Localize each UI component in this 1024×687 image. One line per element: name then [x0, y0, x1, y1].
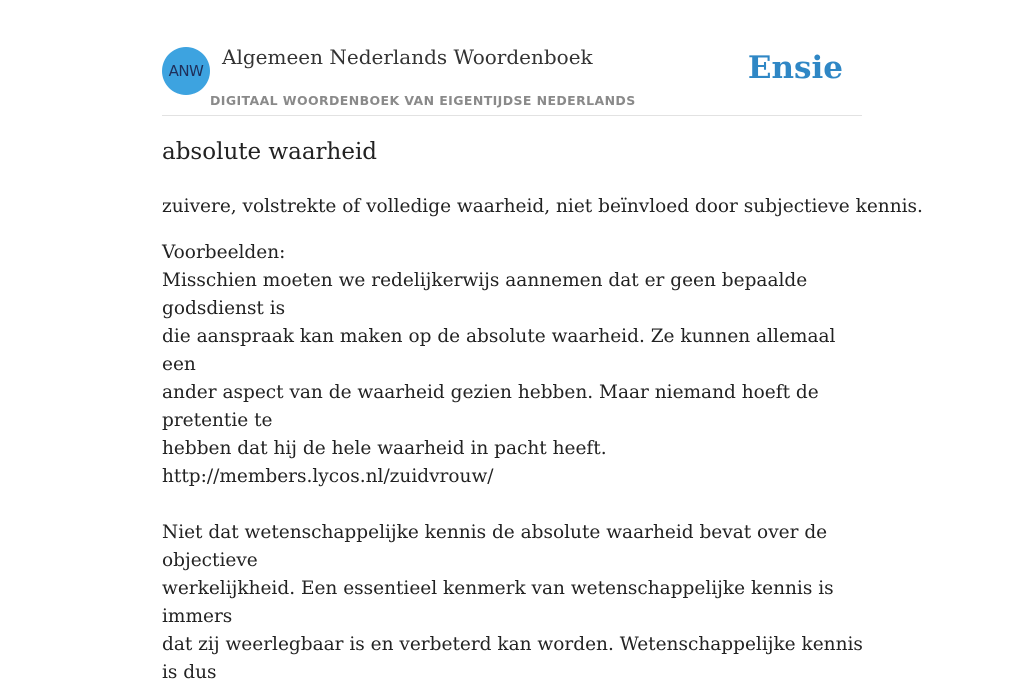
site-title[interactable]: Algemeen Nederlands Woordenboek [222, 45, 593, 69]
entry-definition: zuivere, volstrekte of volledige waarheid, niet beïnvloed door subjectieve kennis. [162, 196, 923, 217]
example-1-line-4: hebben dat hij de hele waarheid in pacht heeft. [162, 438, 607, 459]
example-1-line-2: die aanspraak kan maken op de absolute waarheid. Ze kunnen allemaal een [162, 326, 836, 375]
page [162, 0, 923, 683]
example-2-line-3: dat zij weerlegbaar is en verbeterd kan worden. Wetenschappelijke kennis is dus [162, 634, 863, 683]
entry-title: absolute waarheid [162, 139, 378, 165]
example-2-line-1: Niet dat wetenschappelijke kennis de absolute waarheid bevat over de objectieve [162, 522, 828, 571]
example-1-line-3: ander aspect van de waarheid gezien hebben. Maar niemand hoeft de pretentie te [162, 382, 819, 431]
example-1-line-1: Misschien moeten we redelijkerwijs aannemen dat er geen bepaalde godsdienst is [162, 270, 808, 319]
example-2-line-2: werkelijkheid. Een essentieel kenmerk van wetenschappelijke kennis is immers [162, 578, 834, 627]
site-subtitle: DIGITAAL WOORDENBOEK VAN EIGENTIJDSE NEDERLANDS [210, 93, 636, 108]
examples-section [162, 239, 864, 687]
example-1-source-link[interactable]: http://members.lycos.nl/zuidvrouw/ [162, 466, 494, 487]
logo-text: ANW [168, 62, 204, 80]
example-spacer [162, 491, 864, 519]
ensie-brand-link[interactable]: Ensie [747, 50, 843, 86]
site-header [162, 0, 862, 116]
anw-logo[interactable] [162, 47, 210, 95]
examples-label: Voorbeelden: [162, 242, 286, 263]
